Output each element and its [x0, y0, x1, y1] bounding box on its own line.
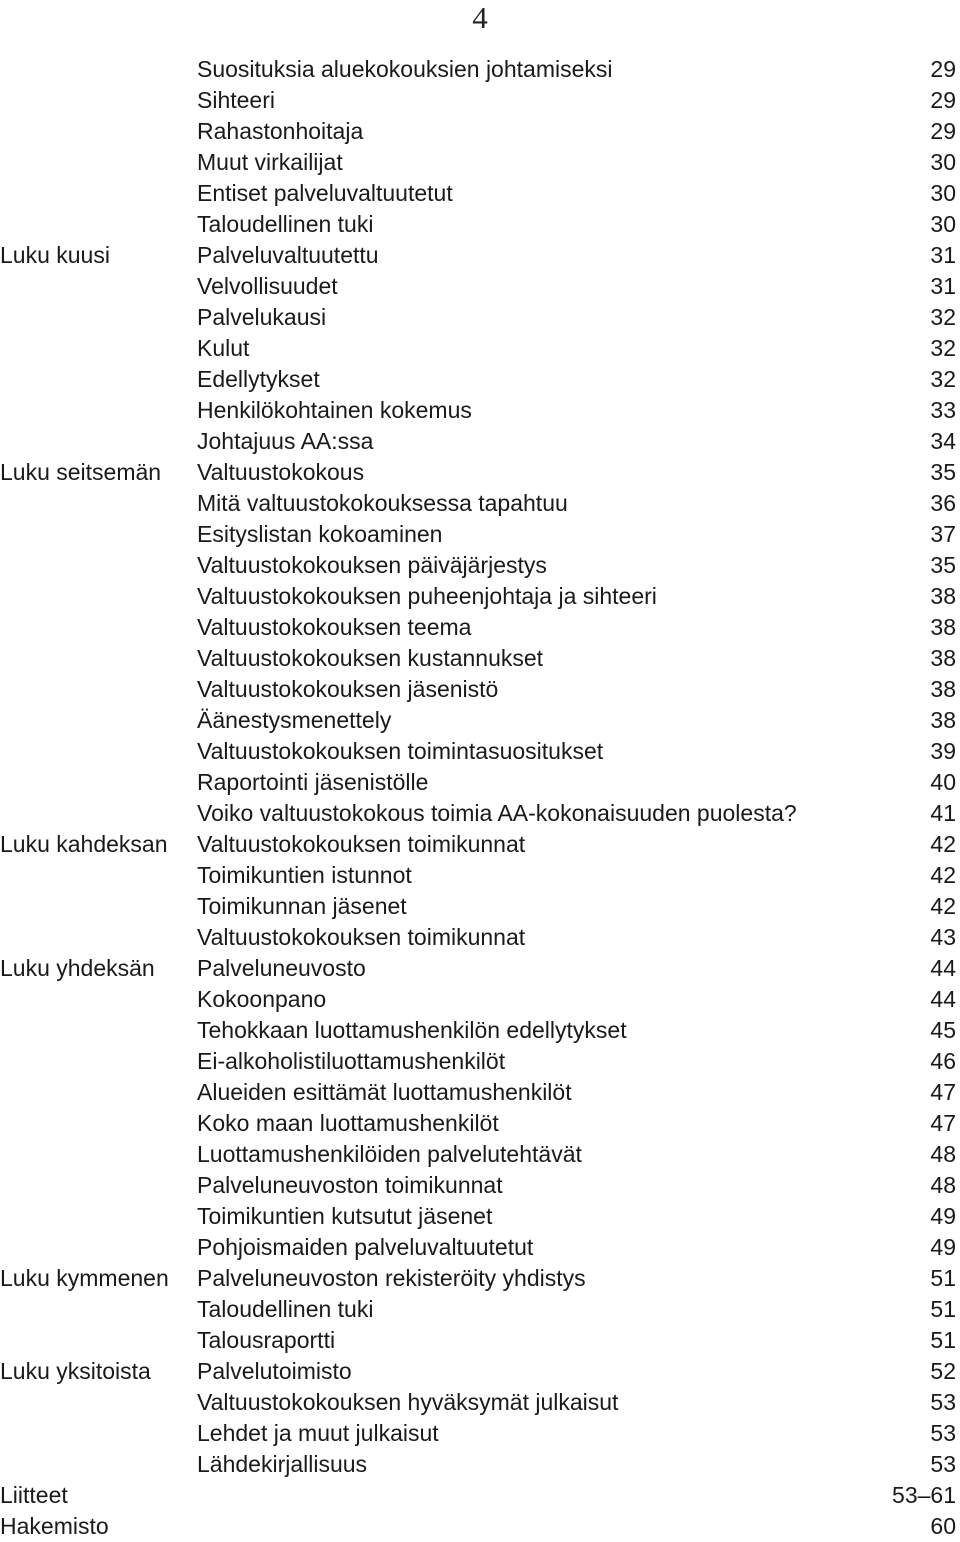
toc-row [0, 426, 960, 457]
toc-row [0, 581, 960, 612]
entry-title: Äänestysmenettely [197, 707, 392, 733]
entry-page-number: 51 [930, 1296, 956, 1322]
entry-title: Valtuustokokous [197, 459, 365, 485]
entry-title: Kulut [197, 335, 250, 361]
entry-page-number: 30 [930, 149, 956, 175]
toc-row [0, 1046, 960, 1077]
entry-page-number: 49 [930, 1234, 956, 1260]
entry-title: Valtuustokokouksen päiväjärjestys [197, 552, 547, 578]
entry-title: Toimikunnan jäsenet [197, 893, 407, 919]
toc-row [0, 612, 960, 643]
entry-page-number: 29 [930, 87, 956, 113]
toc-row [0, 767, 960, 798]
toc-row [0, 333, 960, 364]
entry-title: Mitä valtuustokokouksessa tapahtuu [197, 490, 568, 516]
entry-title: Johtajuus AA:ssa [197, 428, 374, 454]
chapter-label: Luku yhdeksän [0, 955, 155, 981]
entry-title: Valtuustokokouksen hyväksymät julkaisut [197, 1389, 619, 1415]
entry-page-number: 38 [930, 707, 956, 733]
entry-page-number: 38 [930, 583, 956, 609]
entry-title: Edellytykset [197, 366, 320, 392]
entry-title: Valtuustokokouksen kustannukset [197, 645, 544, 671]
entry-page-number: 35 [930, 552, 956, 578]
page-number: 4 [472, 0, 488, 35]
entry-title: Palvelutoimisto [197, 1358, 352, 1384]
toc-row [0, 953, 960, 984]
entry-title: Taloudellinen tuki [197, 211, 374, 237]
entry-page-number: 30 [930, 211, 956, 237]
toc-row [0, 860, 960, 891]
entry-page-number: 32 [930, 335, 956, 361]
toc-row [0, 240, 960, 271]
toc-row [0, 1263, 960, 1294]
entry-title: Valtuustokokouksen puheenjohtaja ja sihteeri [197, 583, 657, 609]
entry-page-number: 49 [930, 1203, 956, 1229]
entry-page-number: 44 [930, 955, 956, 981]
entry-title: Tehokkaan luottamushenkilön edellytykset [197, 1017, 627, 1043]
toc-row [0, 1201, 960, 1232]
entry-page-number: 47 [930, 1079, 956, 1105]
entry-page-number: 53 [930, 1451, 956, 1477]
chapter-label: Luku kuusi [0, 242, 110, 268]
entry-title: Kokoonpano [197, 986, 327, 1012]
entry-page-number: 36 [930, 490, 956, 516]
toc-row [0, 705, 960, 736]
entry-title: Talousraportti [197, 1327, 336, 1353]
entry-page-number: 33 [930, 397, 956, 423]
entry-title: Entiset palveluvaltuutetut [197, 180, 453, 206]
entry-page-number: 53 [930, 1420, 956, 1446]
toc-row [0, 891, 960, 922]
entry-page-number: 32 [930, 304, 956, 330]
toc-row [0, 1387, 960, 1418]
entry-page-number: 44 [930, 986, 956, 1012]
chapter-label: Hakemisto [0, 1513, 109, 1539]
entry-title: Valtuustokokouksen toimintasuositukset [197, 738, 604, 764]
entry-title: Palvelukausi [197, 304, 327, 330]
toc-row [0, 1108, 960, 1139]
entry-page-number: 53–61 [892, 1482, 956, 1508]
entry-page-number: 37 [930, 521, 956, 547]
entry-title: Rahastonhoitaja [197, 118, 364, 144]
toc-row [0, 643, 960, 674]
entry-title: Muut virkailijat [197, 149, 343, 175]
toc-row [0, 736, 960, 767]
entry-title: Suosituksia aluekokouksien johtamiseksi [197, 56, 613, 82]
entry-title: Luottamushenkilöiden palvelutehtävät [197, 1141, 582, 1167]
entry-title: Valtuustokokouksen toimikunnat [197, 831, 526, 857]
toc-row [0, 550, 960, 581]
toc-row [0, 1015, 960, 1046]
toc-row [0, 1077, 960, 1108]
entry-title: Palveluneuvoston toimikunnat [197, 1172, 503, 1198]
entry-page-number: 42 [930, 831, 956, 857]
entry-title: Sihteeri [197, 87, 275, 113]
toc-row [0, 674, 960, 705]
chapter-label: Luku yksitoista [0, 1358, 151, 1384]
entry-title: Ei-alkoholistiluottamushenkilöt [197, 1048, 506, 1074]
entry-title: Toimikuntien istunnot [197, 862, 412, 888]
entry-title: Voiko valtuustokokous toimia AA-kokonaisuuden puolesta? [197, 800, 797, 826]
entry-title: Palveluneuvoston rekisteröity yhdistys [197, 1265, 586, 1291]
entry-title: Taloudellinen tuki [197, 1296, 374, 1322]
toc-row [0, 364, 960, 395]
toc-row [0, 488, 960, 519]
toc-row [0, 1480, 960, 1511]
entry-page-number: 35 [930, 459, 956, 485]
toc-row [0, 271, 960, 302]
entry-page-number: 29 [930, 118, 956, 144]
table-of-contents [0, 54, 960, 1542]
entry-title: Alueiden esittämät luottamushenkilöt [197, 1079, 572, 1105]
entry-page-number: 31 [930, 242, 956, 268]
chapter-label: Luku kahdeksan [0, 831, 168, 857]
toc-row [0, 302, 960, 333]
toc-row [0, 1449, 960, 1480]
entry-title: Koko maan luottamushenkilöt [197, 1110, 499, 1136]
entry-page-number: 51 [930, 1327, 956, 1353]
entry-title: Palveluvaltuutettu [197, 242, 379, 268]
entry-title: Henkilökohtainen kokemus [197, 397, 472, 423]
toc-row [0, 798, 960, 829]
entry-page-number: 43 [930, 924, 956, 950]
toc-row [0, 1325, 960, 1356]
toc-row [0, 457, 960, 488]
entry-page-number: 52 [930, 1358, 956, 1384]
entry-title: Esityslistan kokoaminen [197, 521, 443, 547]
entry-title: Lähdekirjallisuus [197, 1451, 368, 1477]
entry-page-number: 39 [930, 738, 956, 764]
entry-title: Velvollisuudet [197, 273, 338, 299]
toc-row [0, 1170, 960, 1201]
toc-row [0, 1511, 960, 1542]
toc-row [0, 1418, 960, 1449]
entry-page-number: 32 [930, 366, 956, 392]
entry-page-number: 38 [930, 676, 956, 702]
entry-page-number: 40 [930, 769, 956, 795]
entry-page-number: 53 [930, 1389, 956, 1415]
entry-page-number: 38 [930, 614, 956, 640]
entry-page-number: 41 [930, 800, 956, 826]
toc-row [0, 829, 960, 860]
entry-title: Palveluneuvosto [197, 955, 366, 981]
entry-page-number: 34 [930, 428, 956, 454]
entry-title: Lehdet ja muut julkaisut [197, 1420, 439, 1446]
entry-title: Valtuustokokouksen toimikunnat [197, 924, 526, 950]
entry-title: Raportointi jäsenistölle [197, 769, 429, 795]
entry-page-number: 48 [930, 1141, 956, 1167]
chapter-label: Liitteet [0, 1482, 68, 1508]
toc-row [0, 85, 960, 116]
entry-page-number: 45 [930, 1017, 956, 1043]
entry-page-number: 48 [930, 1172, 956, 1198]
entry-page-number: 47 [930, 1110, 956, 1136]
toc-row [0, 147, 960, 178]
entry-title: Toimikuntien kutsutut jäsenet [197, 1203, 493, 1229]
entry-title: Valtuustokokouksen jäsenistö [197, 676, 499, 702]
entry-page-number: 38 [930, 645, 956, 671]
toc-row [0, 178, 960, 209]
toc-row [0, 1294, 960, 1325]
entry-title: Valtuustokokouksen teema [197, 614, 472, 640]
entry-title: Pohjoismaiden palveluvaltuutetut [197, 1234, 534, 1260]
toc-row [0, 922, 960, 953]
entry-page-number: 29 [930, 56, 956, 82]
toc-row [0, 1232, 960, 1263]
entry-page-number: 60 [930, 1513, 956, 1539]
toc-row [0, 519, 960, 550]
toc-row [0, 984, 960, 1015]
entry-page-number: 42 [930, 893, 956, 919]
entry-page-number: 30 [930, 180, 956, 206]
entry-page-number: 42 [930, 862, 956, 888]
toc-row [0, 209, 960, 240]
chapter-label: Luku seitsemän [0, 459, 162, 485]
toc-row [0, 54, 960, 85]
entry-page-number: 51 [930, 1265, 956, 1291]
toc-row [0, 116, 960, 147]
chapter-label: Luku kymmenen [0, 1265, 169, 1291]
toc-row [0, 1139, 960, 1170]
entry-page-number: 46 [930, 1048, 956, 1074]
toc-row [0, 1356, 960, 1387]
entry-page-number: 31 [930, 273, 956, 299]
toc-row [0, 395, 960, 426]
